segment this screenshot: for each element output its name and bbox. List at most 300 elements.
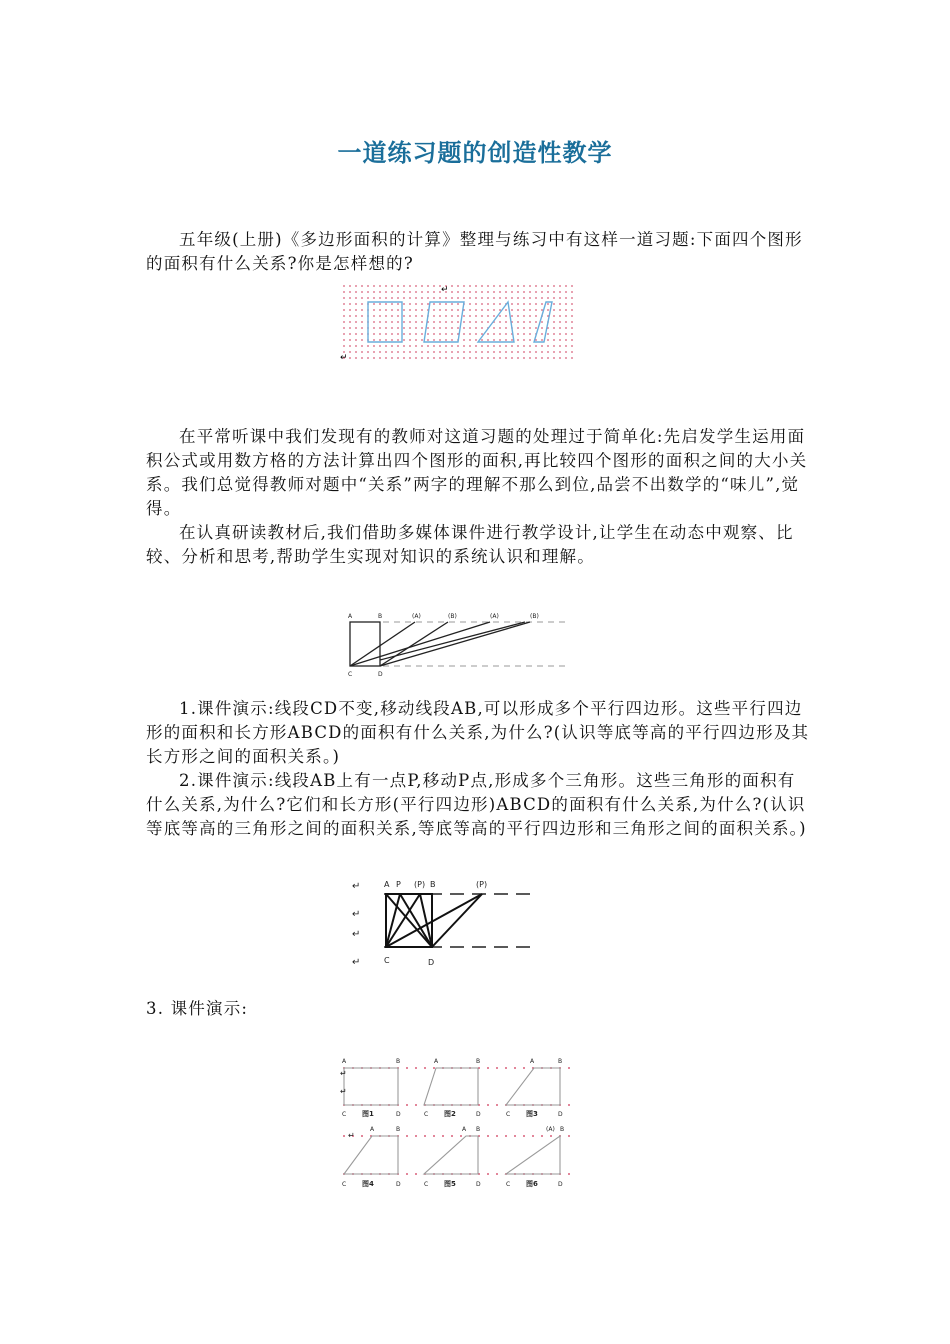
- grid-dot: [427, 297, 429, 299]
- grid-dot: [463, 327, 465, 329]
- grid-dot: [451, 357, 453, 359]
- grid-dot: [433, 285, 435, 287]
- grid-dot: [385, 339, 387, 341]
- grid-dot: [559, 297, 561, 299]
- grid-dot: [373, 309, 375, 311]
- label-b-moved: (B): [448, 613, 457, 620]
- grid-dot: [523, 339, 525, 341]
- grid-dot: [517, 291, 519, 293]
- grid-dot: [493, 315, 495, 317]
- grid-dot: [391, 327, 393, 329]
- grid-dot: [391, 339, 393, 341]
- grid-dot: [385, 357, 387, 359]
- grid-dot: [505, 327, 507, 329]
- grid-dot: [469, 315, 471, 317]
- grid-dot: [403, 339, 405, 341]
- grid-dot: [343, 327, 345, 329]
- grid-dot: [469, 333, 471, 335]
- grid-dot: [571, 291, 573, 293]
- grid-dot: [523, 285, 525, 287]
- grid-dot: [379, 357, 381, 359]
- grid-dot: [493, 339, 495, 341]
- grid-dot: [349, 333, 351, 335]
- label-b: B: [396, 1126, 401, 1133]
- grid-dot: [475, 309, 477, 311]
- grid-dot: [385, 303, 387, 305]
- grid-dot: [415, 357, 417, 359]
- grid-dot: [385, 297, 387, 299]
- grid-dot: [445, 315, 447, 317]
- grid-dot: [385, 309, 387, 311]
- grid-dot: [391, 345, 393, 347]
- triangle-shape: [478, 302, 514, 342]
- grid-dot: [565, 303, 567, 305]
- grid-dot: [409, 357, 411, 359]
- paragraph-intro: 五年级(上册)《多边形面积的计算》整理与练习中有这样一道习题:下面四个图形的面积有什么关系?你是怎样想的?: [146, 230, 803, 273]
- grid-dot: [397, 357, 399, 359]
- grid-dot: [499, 345, 501, 347]
- grid-dot: [373, 297, 375, 299]
- grid-dot: [463, 351, 465, 353]
- paragraph-demo-3: 3. 课件演示:: [146, 999, 249, 1018]
- grid-dot: [367, 291, 369, 293]
- grid-dot: [511, 351, 513, 353]
- return-mark: ↵: [340, 1069, 347, 1078]
- grid-dot: [451, 351, 453, 353]
- grid-dot: [439, 315, 441, 317]
- grid-dot: [367, 351, 369, 353]
- grid-dot: [499, 339, 501, 341]
- grid-dot: [475, 291, 477, 293]
- grid-dot: [409, 333, 411, 335]
- grid-dot: [553, 327, 555, 329]
- grid-dot: [421, 345, 423, 347]
- panel-2-shape: [424, 1068, 478, 1105]
- grid-dot: [415, 1104, 417, 1106]
- grid-dot: [493, 297, 495, 299]
- grid-dot: [517, 351, 519, 353]
- grid-dot: [469, 321, 471, 323]
- parallelogram-edge: [350, 622, 490, 666]
- grid-dot: [505, 345, 507, 347]
- grid-dot: [403, 345, 405, 347]
- grid-dot: [343, 285, 345, 287]
- grid-dot: [391, 291, 393, 293]
- grid-dot: [559, 303, 561, 305]
- grid-dot: [523, 1135, 525, 1137]
- grid-dot: [427, 303, 429, 305]
- paragraph-design: 在认真研读教材后,我们借助多媒体课件进行教学设计,让学生在动态中观察、比较、分析和思考,帮助学生实现对知识的系统认识和理解。: [146, 523, 794, 566]
- grid-dot: [553, 303, 555, 305]
- grid-dot: [493, 285, 495, 287]
- grid-dot: [553, 339, 555, 341]
- grid-dot: [505, 291, 507, 293]
- grid-dot: [523, 351, 525, 353]
- grid-dot: [571, 345, 573, 347]
- grid-dot: [451, 315, 453, 317]
- grid-dot: [349, 315, 351, 317]
- grid-dot: [433, 309, 435, 311]
- grid-dot: [499, 321, 501, 323]
- grid-dot: [433, 351, 435, 353]
- grid-dot: [391, 303, 393, 305]
- grid-dot: [565, 315, 567, 317]
- grid-dot: [535, 345, 537, 347]
- grid-dot: [391, 315, 393, 317]
- grid-dot: [457, 345, 459, 347]
- grid-dot: [553, 309, 555, 311]
- panel-1-shape: [344, 1068, 398, 1105]
- grid-dot: [523, 321, 525, 323]
- grid-dot: [511, 297, 513, 299]
- grid-dot: [475, 333, 477, 335]
- grid-dot: [547, 345, 549, 347]
- grid-dot: [445, 303, 447, 305]
- grid-dot: [397, 333, 399, 335]
- grid-dot: [385, 321, 387, 323]
- paragraph-demo-1: 1.课件演示:线段CD不变,移动线段AB,可以形成多个平行四边形。这些平行四边形的面积和长方形ABCD的面积有什么关系,为什么?(认识等底等高的平行四边形及其长方形之间的面积关系。): [146, 699, 810, 766]
- grid-dot: [349, 297, 351, 299]
- grid-dot: [373, 303, 375, 305]
- label-a: A: [370, 1126, 375, 1133]
- grid-dot: [406, 1135, 408, 1137]
- grid-dot: [361, 357, 363, 359]
- grid-dot: [541, 345, 543, 347]
- grid-dot: [481, 357, 483, 359]
- grid-dot: [547, 285, 549, 287]
- grid-dot: [361, 285, 363, 287]
- grid-dot: [547, 297, 549, 299]
- grid-dot: [403, 351, 405, 353]
- grid-dot: [451, 345, 453, 347]
- grid-dot: [499, 333, 501, 335]
- grid-dot: [385, 291, 387, 293]
- grid-dot: [553, 357, 555, 359]
- grid-dot: [409, 303, 411, 305]
- grid-dot: [517, 345, 519, 347]
- grid-dot: [361, 297, 363, 299]
- grid-dot: [445, 309, 447, 311]
- label-d: D: [476, 1181, 481, 1188]
- grid-dot: [571, 327, 573, 329]
- grid-dot: [541, 1135, 543, 1137]
- panel-label: 图6: [526, 1180, 538, 1188]
- grid-dot: [571, 351, 573, 353]
- label-d: D: [558, 1181, 563, 1188]
- grid-dot: [529, 309, 531, 311]
- grid-dot: [529, 339, 531, 341]
- grid-dot: [487, 285, 489, 287]
- grid-dot: [355, 303, 357, 305]
- label-c: C: [384, 956, 390, 965]
- grid-dot: [451, 339, 453, 341]
- grid-dot: [568, 1173, 570, 1175]
- grid-dot: [355, 345, 357, 347]
- grid-dot: [559, 291, 561, 293]
- grid-dot: [343, 1135, 345, 1137]
- grid-dot: [421, 357, 423, 359]
- grid-dot: [463, 321, 465, 323]
- grid-dot: [355, 285, 357, 287]
- grid-dot: [409, 297, 411, 299]
- grid-dot: [439, 309, 441, 311]
- grid-dot: [493, 351, 495, 353]
- grid-dot: [433, 1067, 435, 1069]
- grid-dot: [424, 1067, 426, 1069]
- grid-dot: [553, 321, 555, 323]
- grid-dot: [439, 339, 441, 341]
- grid-dot: [415, 285, 417, 287]
- paragraph-observation: 在平常听课中我们发现有的教师对这道习题的处理过于简单化:先启发学生运用面积公式或用数方格的方法计算出四个图形的面积,再比较四个图形的面积之间的大小关系。我们总觉得教师对题中“关系”两字的理解不那么到位,品尝不出数学的“味儿”,觉得。: [146, 427, 808, 518]
- grid-dot: [475, 339, 477, 341]
- grid-dot: [361, 309, 363, 311]
- grid-dot: [415, 327, 417, 329]
- triangle-edge: [386, 894, 482, 947]
- grid-dot: [541, 285, 543, 287]
- grid-dot: [385, 315, 387, 317]
- grid-dot: [403, 303, 405, 305]
- grid-dot: [451, 291, 453, 293]
- grid-dot: [475, 351, 477, 353]
- dot-grid: [343, 285, 573, 359]
- grid-dot: [523, 357, 525, 359]
- grid-dot: [505, 357, 507, 359]
- grid-dot: [568, 1104, 570, 1106]
- grid-dot: [373, 351, 375, 353]
- grid-dot: [397, 327, 399, 329]
- grid-dot: [529, 333, 531, 335]
- grid-dot: [433, 297, 435, 299]
- grid-dot: [403, 309, 405, 311]
- grid-dot: [541, 333, 543, 335]
- grid-dot: [361, 333, 363, 335]
- grid-dot: [481, 285, 483, 287]
- grid-dot: [433, 303, 435, 305]
- grid-dot: [529, 351, 531, 353]
- grid-dot: [463, 285, 465, 287]
- label-b: B: [430, 880, 436, 889]
- grid-dot: [415, 351, 417, 353]
- grid-dot: [523, 303, 525, 305]
- grid-dot: [481, 303, 483, 305]
- grid-dot: [361, 1135, 363, 1137]
- grid-dot: [559, 315, 561, 317]
- grid-dot: [469, 345, 471, 347]
- grid-dot: [355, 357, 357, 359]
- label-b: B: [476, 1058, 481, 1065]
- grid-dot: [379, 303, 381, 305]
- grid-dot: [541, 303, 543, 305]
- grid-dot: [385, 327, 387, 329]
- grid-dot: [379, 339, 381, 341]
- shapes: [344, 1068, 560, 1174]
- grid-dot: [415, 321, 417, 323]
- grid-dot: [499, 303, 501, 305]
- shapes: [386, 894, 482, 947]
- grid-dot: [559, 351, 561, 353]
- grid-dot: [559, 321, 561, 323]
- grid-dot: [571, 321, 573, 323]
- grid-dot: [481, 321, 483, 323]
- label-d: D: [378, 671, 383, 678]
- grid-dot: [367, 285, 369, 287]
- grid-dot: [499, 351, 501, 353]
- grid-dot: [553, 345, 555, 347]
- grid-dot: [565, 339, 567, 341]
- grid-dot: [523, 315, 525, 317]
- grid-dot: [523, 291, 525, 293]
- grid-dot: [421, 285, 423, 287]
- return-mark: ↵: [340, 1087, 347, 1096]
- grid-dot: [493, 303, 495, 305]
- grid-dot: [565, 297, 567, 299]
- page-title: 一道练习题的创造性教学: [337, 139, 613, 167]
- grid-dot: [460, 1135, 462, 1137]
- grid-dot: [469, 339, 471, 341]
- grid-dot: [505, 333, 507, 335]
- grid-dot: [421, 303, 423, 305]
- paragraph-demo-2: 2.课件演示:线段AB上有一点P,移动P点,形成多个三角形。这些三角形的面积有什么关系,为什么?它们和长方形(平行四边形)ABCD的面积有什么关系,为什么?(认识等底等高的三角形之间的面积关系,等底等高的平行四边形和三角形之间的面积关系。): [146, 771, 807, 838]
- grid-dot: [415, 1173, 417, 1175]
- grid-dot: [559, 357, 561, 359]
- grid-dot: [403, 297, 405, 299]
- grid-dot: [487, 1135, 489, 1137]
- grid-dot: [409, 285, 411, 287]
- grid-dot: [385, 333, 387, 335]
- grid-dot: [469, 351, 471, 353]
- panel-label: 图2: [444, 1110, 456, 1118]
- grid-dot: [349, 321, 351, 323]
- grid-dot: [391, 333, 393, 335]
- grid-dot: [487, 1104, 489, 1106]
- grid-dot: [445, 327, 447, 329]
- grid-dot: [481, 333, 483, 335]
- grid-dot: [487, 303, 489, 305]
- grid-dot: [349, 327, 351, 329]
- grid-dot: [427, 327, 429, 329]
- grid-dot: [541, 309, 543, 311]
- grid-dot: [565, 327, 567, 329]
- grid-dot: [439, 345, 441, 347]
- grid-dot: [523, 1067, 525, 1069]
- grid-dot: [391, 321, 393, 323]
- grid-dot: [415, 339, 417, 341]
- grid-dot: [469, 297, 471, 299]
- grid-dot: [487, 315, 489, 317]
- panel-sequence-figure: [338, 1050, 583, 1190]
- label-a: A: [434, 1058, 439, 1065]
- label-p-moved: (P): [476, 880, 488, 889]
- grid-dot: [445, 321, 447, 323]
- grid-dot: [481, 297, 483, 299]
- grid-dot: [367, 357, 369, 359]
- grid-dot: [469, 303, 471, 305]
- grid-dot: [511, 339, 513, 341]
- grid-dot: [529, 315, 531, 317]
- grid-dot: [373, 345, 375, 347]
- grid-dot: [355, 291, 357, 293]
- label-d: D: [558, 1111, 563, 1118]
- grid-dot: [571, 303, 573, 305]
- grid-dot: [415, 315, 417, 317]
- label-b: B: [378, 613, 383, 620]
- grid-dot: [409, 315, 411, 317]
- grid-dot: [445, 345, 447, 347]
- grid-dot: [481, 315, 483, 317]
- grid-dot: [451, 327, 453, 329]
- grid-dot: [373, 333, 375, 335]
- grid-dot: [523, 345, 525, 347]
- label-c: C: [342, 1111, 347, 1118]
- grid-dot: [517, 303, 519, 305]
- grid-dot: [433, 327, 435, 329]
- grid-dot: [529, 357, 531, 359]
- grid-dot: [451, 333, 453, 335]
- grid-dot: [397, 321, 399, 323]
- grid-dot: [427, 351, 429, 353]
- grid-dot: [505, 1067, 507, 1069]
- grid-dot: [415, 309, 417, 311]
- grid-dot: [535, 321, 537, 323]
- grid-dot: [463, 291, 465, 293]
- return-mark: ↵: [352, 929, 361, 940]
- grid-dot: [559, 333, 561, 335]
- label-b-moved: (B): [530, 613, 539, 620]
- grid-dot: [457, 285, 459, 287]
- grid-dot: [541, 291, 543, 293]
- grid-dot: [385, 351, 387, 353]
- grid-dot: [505, 285, 507, 287]
- grid-dot: [343, 297, 345, 299]
- grid-dot: [571, 357, 573, 359]
- grid-dot: [505, 351, 507, 353]
- label-a: A: [462, 1126, 467, 1133]
- label-a: A: [530, 1058, 535, 1065]
- grid-dot: [445, 333, 447, 335]
- grid-dot: [379, 321, 381, 323]
- grid-dot: [361, 315, 363, 317]
- grid-dot: [397, 315, 399, 317]
- grid-dot: [487, 291, 489, 293]
- grid-dot: [421, 297, 423, 299]
- grid-dot: [529, 291, 531, 293]
- grid-dot: [547, 309, 549, 311]
- grid-dot: [391, 351, 393, 353]
- grid-dot: [535, 315, 537, 317]
- grid-dot: [439, 333, 441, 335]
- grid-dot: [553, 315, 555, 317]
- label-b: B: [396, 1058, 401, 1065]
- panel-label: 图4: [362, 1180, 374, 1188]
- grid-dot: [457, 357, 459, 359]
- grid-dot: [421, 351, 423, 353]
- grid-dot: [409, 339, 411, 341]
- grid-dot: [553, 351, 555, 353]
- grid-dot: [373, 285, 375, 287]
- grid-dot: [403, 291, 405, 293]
- grid-dot: [409, 351, 411, 353]
- grid-dot: [355, 321, 357, 323]
- grid-dot: [511, 345, 513, 347]
- label-c: C: [506, 1111, 511, 1118]
- grid-dot: [469, 309, 471, 311]
- grid-dot: [355, 339, 357, 341]
- grid-dot: [523, 333, 525, 335]
- grid-dot: [379, 297, 381, 299]
- grid-dot: [511, 291, 513, 293]
- grid-dot: [565, 321, 567, 323]
- grid-dot: [553, 333, 555, 335]
